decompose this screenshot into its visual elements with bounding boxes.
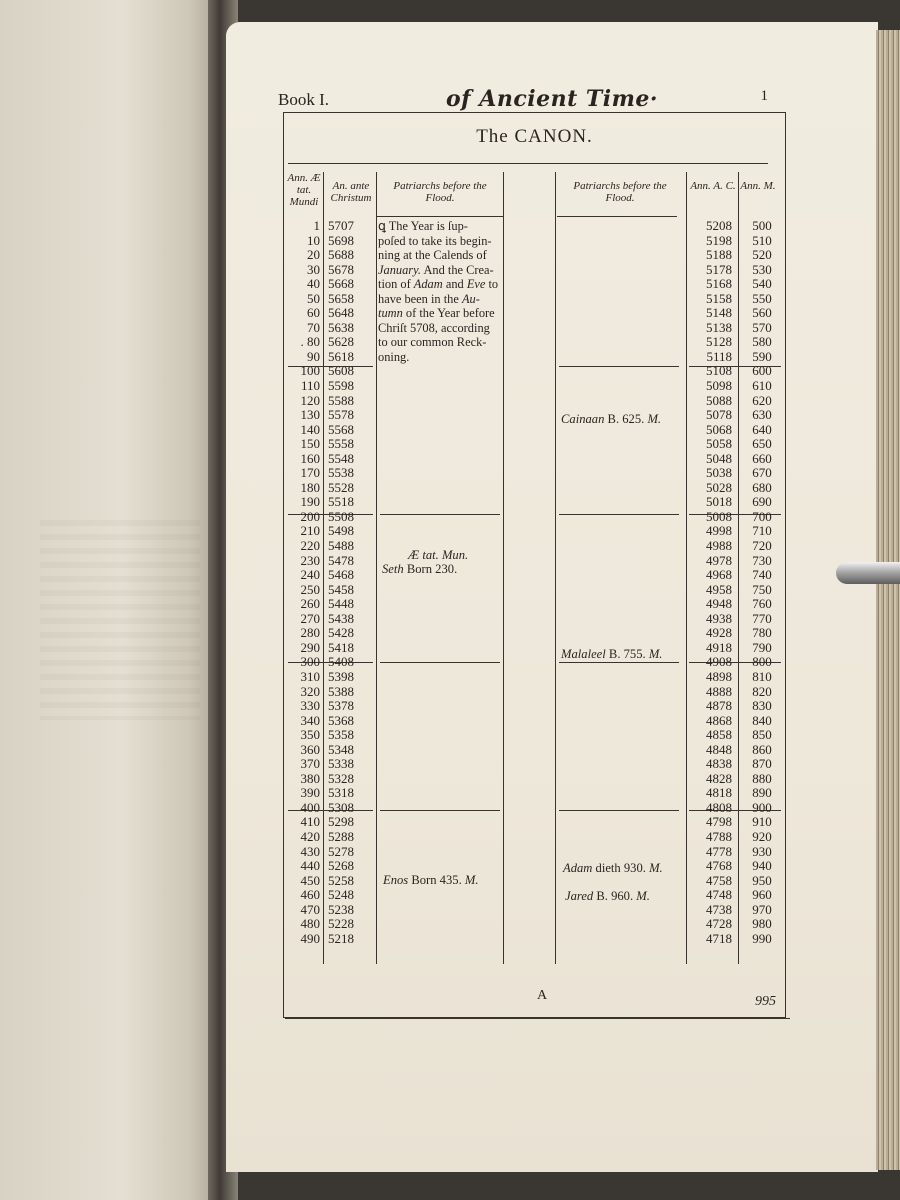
cell-aetat-mundi: 260 [300,596,320,612]
col-rule [738,172,739,964]
cell-ann-ac: 4828 [706,770,732,786]
cell-ann-m: 580 [752,334,772,350]
cell-aetat-mundi: 110 [300,378,320,394]
cell-ante-christum: 5388 [328,683,354,699]
cell-ann-ac: 5208 [706,218,732,233]
cell-ann-ac: 5198 [706,232,732,248]
cell-aetat-mundi: 250 [300,581,320,597]
cell-aetat-mundi: 440 [300,858,320,874]
col-rule [686,172,687,964]
show-through-print [40,520,200,720]
cell-aetat-mundi: 300 [300,654,320,670]
cell-ann-ac: 4998 [706,523,732,539]
note-line: to our common Reck- [378,335,487,349]
cell-ante-christum: 5548 [328,450,354,466]
metal-clip [836,562,900,584]
cell-ante-christum: 5228 [328,916,354,932]
cell-ante-christum: 5398 [328,668,354,684]
year-note [378,219,502,364]
group-rule [380,810,500,811]
cell-aetat-mundi: 400 [300,799,320,815]
cell-ann-ac: 4858 [706,727,732,743]
cell-ante-christum: 5488 [328,538,354,554]
cell-aetat-mundi: 30 [307,261,320,277]
cell-aetat-mundi: 390 [300,785,320,801]
note-line: tumn of the Year before [378,306,495,320]
cell-ann-m: 960 [752,887,772,903]
cell-ann-m: 530 [752,261,772,277]
cell-ante-christum: 5278 [328,843,354,859]
table-title: The CANON. [476,126,593,147]
cell-ann-ac: 4798 [706,814,732,830]
cell-ante-christum: 5608 [328,363,354,379]
cell-aetat-mundi: 210 [300,523,320,539]
header-patriarchs-right: Patriarchs before the Flood. [573,180,667,204]
cell-ann-ac: 4868 [706,712,732,728]
cell-ann-m: 950 [752,872,772,888]
cell-aetat-mundi: 450 [300,872,320,888]
cell-ann-ac: 4748 [706,887,732,903]
cell-ann-ac: 4958 [706,581,732,597]
cell-ante-christum: 5338 [328,756,354,772]
cell-ann-ac: 5028 [706,479,732,495]
header-ante-christum: An. ante Christum [330,180,372,204]
cell-ann-ac: 4718 [706,930,732,946]
book-label: Book I. [278,90,329,109]
cell-ann-m: 740 [752,567,772,583]
cell-ante-christum: 5438 [328,610,354,626]
cell-ante-christum: 5358 [328,727,354,743]
cell-ante-christum: 5558 [328,436,354,452]
cell-aetat-mundi: 40 [307,276,320,292]
col-rule [323,172,324,964]
cell-ante-christum: 5448 [328,596,354,612]
note-line: ꝗ The Year is ſup- [378,219,468,233]
cell-ann-ac: 5018 [706,494,732,510]
cell-ann-ac: 4728 [706,916,732,932]
cell-ann-ac: 5008 [706,508,732,524]
running-title: of Ancient Time· [446,86,659,112]
header-rule [557,216,677,217]
cell-ann-ac: 5178 [706,261,732,277]
cell-ann-m: 720 [752,538,772,554]
cell-ann-ac: 4978 [706,552,732,568]
cell-ann-m: 840 [752,712,772,728]
cell-ante-christum: 5688 [328,247,354,263]
signature-mark: A [537,988,548,1003]
cell-ante-christum: 5428 [328,625,354,641]
cell-ann-ac: 4938 [706,610,732,626]
cell-ante-christum: 5348 [328,741,354,757]
cell-ante-christum: 5268 [328,858,354,874]
cell-aetat-mundi: 490 [300,930,320,946]
cell-aetat-mundi: 290 [300,639,320,655]
cell-aetat-mundi: 10 [307,232,320,248]
cell-ann-m: 970 [752,901,772,917]
title-rule [288,163,768,164]
cell-ann-ac: 5158 [706,290,732,306]
cell-ann-ac: 4818 [706,785,732,801]
cell-ann-m: 600 [752,363,772,379]
cell-ann-m: 620 [752,392,772,408]
cell-ante-christum: 5528 [328,479,354,495]
cell-aetat-mundi: 60 [307,305,320,321]
cell-aetat-mundi: 20 [307,247,320,263]
cell-ante-christum: 5668 [328,276,354,292]
cell-ann-ac: 4758 [706,872,732,888]
cell-ante-christum: 5658 [328,290,354,306]
cell-aetat-mundi: 460 [300,887,320,903]
bottom-rule [285,1018,790,1019]
cell-aetat-mundi: 470 [300,901,320,917]
header-patriarchs-left: Patriarchs before the Flood. [393,180,487,204]
cell-ann-ac: 5058 [706,436,732,452]
note-line: Chriſt 5708, according [378,320,490,335]
cell-ann-m: 710 [752,523,772,539]
cell-ann-m: 890 [752,785,772,801]
cell-ann-ac: 4768 [706,858,732,874]
cell-ann-m: 690 [752,494,772,510]
cell-aetat-mundi: 410 [300,814,320,830]
cell-ann-ac: 5088 [706,392,732,408]
cell-ann-m: 680 [752,479,772,495]
cell-ante-christum: 5498 [328,523,354,539]
cell-ante-christum: 5308 [328,799,354,815]
running-head [278,88,768,114]
cell-aetat-mundi: 420 [300,828,320,844]
cell-aetat-mundi: 200 [300,508,320,524]
event-adam: Adam dieth 930. M. [563,861,663,875]
event-seth: Seth Born 230. [382,562,458,576]
column-aetat-mundi [284,219,320,946]
cell-ante-christum: 5298 [328,814,354,830]
cell-ann-m: 830 [752,698,772,714]
header-rule [376,216,503,217]
cell-aetat-mundi: 340 [300,712,320,728]
group-rule [380,662,500,663]
cell-ann-m: 510 [752,232,772,248]
cell-ante-christum: 5248 [328,887,354,903]
cell-ann-ac: 4928 [706,625,732,641]
page-edges [876,30,900,1170]
cell-ann-ac: 4788 [706,828,732,844]
cell-aetat-mundi: 140 [300,421,320,437]
cell-aetat-mundi: 350 [300,727,320,743]
cell-ann-m: 590 [752,348,772,364]
cell-aetat-mundi: 330 [300,698,320,714]
cell-ann-m: 770 [752,610,772,626]
cell-aetat-mundi: . 80 [300,334,320,350]
cell-ann-ac: 4908 [706,654,732,670]
cell-ann-m: 660 [752,450,772,466]
event-jared: Jared B. 960. M. [565,889,650,903]
cell-aetat-mundi: 100 [300,363,320,379]
cell-aetat-mundi: 280 [300,625,320,641]
cell-ann-ac: 5128 [706,334,732,350]
cell-aetat-mundi: 1 [313,218,320,233]
cell-ante-christum: 5638 [328,319,354,335]
note-line: ning at the Calends of [378,248,487,262]
cell-ann-ac: 4838 [706,756,732,772]
group-rule [559,514,679,515]
cell-aetat-mundi: 50 [307,290,320,306]
left-page [0,0,222,1200]
column-ann-ac [690,219,732,946]
group-rule [559,662,679,663]
cell-ante-christum: 5458 [328,581,354,597]
cell-aetat-mundi: 190 [300,494,320,510]
cell-aetat-mundi: 150 [300,436,320,452]
cell-ann-ac: 5138 [706,319,732,335]
cell-ann-m: 900 [752,799,772,815]
header-ann-m: Ann. M. [740,180,776,192]
cell-ann-m: 640 [752,421,772,437]
cell-ante-christum: 5598 [328,378,354,394]
cell-aetat-mundi: 160 [300,450,320,466]
column-ante-christum [328,219,374,946]
cell-ann-ac: 4988 [706,538,732,554]
group-rule [380,514,500,515]
cell-ann-ac: 5148 [706,305,732,321]
cell-aetat-mundi: 370 [300,756,320,772]
cell-ante-christum: 5318 [328,785,354,801]
cell-ann-ac: 4968 [706,567,732,583]
cell-ann-m: 990 [752,930,772,946]
cell-ann-m: 920 [752,828,772,844]
cell-ann-m: 820 [752,683,772,699]
header-ann-ac: Ann. A. C. [690,180,736,192]
cell-ante-christum: 5578 [328,407,354,423]
cell-aetat-mundi: 230 [300,552,320,568]
cell-ann-m: 790 [752,639,772,655]
cell-ann-m: 540 [752,276,772,292]
cell-ann-m: 520 [752,247,772,263]
cell-aetat-mundi: 90 [307,348,320,364]
cell-ante-christum: 5707 [328,218,354,233]
cell-aetat-mundi: 310 [300,668,320,684]
cell-aetat-mundi: 270 [300,610,320,626]
cell-ann-ac: 4898 [706,668,732,684]
cell-ann-m: 980 [752,916,772,932]
event-aetat-mun: Æ tat. Mun. [408,548,469,562]
cell-ann-ac: 4888 [706,683,732,699]
cell-ante-christum: 5368 [328,712,354,728]
page-number: 1 [760,88,768,104]
cell-ante-christum: 5518 [328,494,354,510]
cell-ann-ac: 4808 [706,799,732,815]
cell-aetat-mundi: 120 [300,392,320,408]
cell-ann-m: 650 [752,436,772,452]
cell-aetat-mundi: 430 [300,843,320,859]
cell-ann-ac: 4948 [706,596,732,612]
col-rule [503,172,504,964]
cell-aetat-mundi: 320 [300,683,320,699]
cell-ann-m: 810 [752,668,772,684]
cell-ante-christum: 5418 [328,639,354,655]
header-aetat-mundi: Ann. Æ tat. Mundi [287,172,321,208]
cell-ann-m: 850 [752,727,772,743]
note-line: January. And the Crea- [378,262,494,277]
event-enos: Enos Born 435. M. [383,873,479,887]
cell-ante-christum: 5328 [328,770,354,786]
cell-ante-christum: 5698 [328,232,354,248]
cell-ante-christum: 5648 [328,305,354,321]
group-rule [559,810,679,811]
cell-ann-m: 800 [752,654,772,670]
cell-ann-m: 610 [752,378,772,394]
event-cainaan: Cainaan B. 625. M. [561,412,662,426]
cell-ann-ac: 4778 [706,843,732,859]
cell-ann-ac: 5078 [706,407,732,423]
note-line: poſed to take its begin- [378,233,492,248]
note-line: oning. [378,349,410,364]
cell-aetat-mundi: 240 [300,567,320,583]
cell-ann-ac: 5188 [706,247,732,263]
cell-aetat-mundi: 70 [307,319,320,335]
cell-aetat-mundi: 380 [300,770,320,786]
group-rule [559,366,679,367]
column-ann-m [742,219,782,946]
col-rule [376,172,377,964]
cell-ante-christum: 5378 [328,698,354,714]
cell-ann-m: 730 [752,552,772,568]
cell-ann-m: 500 [752,218,772,233]
cell-ann-ac: 5098 [706,378,732,394]
cell-ann-ac: 4878 [706,698,732,714]
cell-ante-christum: 5588 [328,392,354,408]
cell-ann-m: 910 [752,814,772,830]
cell-ann-ac: 5118 [706,348,732,364]
cell-aetat-mundi: 130 [300,407,320,423]
event-malaleel: Malaleel B. 755. M. [561,647,663,661]
cell-ann-ac: 5038 [706,465,732,481]
cell-ante-christum: 5678 [328,261,354,277]
cell-aetat-mundi: 170 [300,465,320,481]
cell-ante-christum: 5468 [328,567,354,583]
cell-ante-christum: 5508 [328,508,354,524]
cell-ante-christum: 5568 [328,421,354,437]
cell-ante-christum: 5218 [328,930,354,946]
cell-ann-ac: 5068 [706,421,732,437]
cell-ann-ac: 4738 [706,901,732,917]
cell-ann-m: 630 [752,407,772,423]
cell-ann-m: 760 [752,596,772,612]
cell-ann-m: 700 [752,508,772,524]
cell-ante-christum: 5618 [328,348,354,364]
cell-ann-m: 560 [752,305,772,321]
note-line: tion of Adam and Eve to [378,277,499,291]
footer-number: 995 [755,994,776,1009]
cell-ann-m: 570 [752,319,772,335]
note-line: have been in the Au- [378,291,480,306]
cell-ante-christum: 5478 [328,552,354,568]
cell-ann-m: 940 [752,858,772,874]
cell-ante-christum: 5408 [328,654,354,670]
cell-aetat-mundi: 180 [300,479,320,495]
cell-aetat-mundi: 480 [300,916,320,932]
cell-ante-christum: 5628 [328,334,354,350]
col-rule [555,172,556,964]
cell-ann-m: 880 [752,770,772,786]
cell-ann-ac: 5168 [706,276,732,292]
cell-ann-m: 780 [752,625,772,641]
cell-ante-christum: 5258 [328,872,354,888]
cell-ann-m: 550 [752,290,772,306]
cell-aetat-mundi: 360 [300,741,320,757]
cell-aetat-mundi: 220 [300,538,320,554]
cell-ann-m: 670 [752,465,772,481]
cell-ann-m: 870 [752,756,772,772]
cell-ante-christum: 5238 [328,901,354,917]
cell-ante-christum: 5288 [328,828,354,844]
cell-ann-ac: 5108 [706,363,732,379]
cell-ante-christum: 5538 [328,465,354,481]
cell-ann-ac: 4848 [706,741,732,757]
cell-ann-ac: 5048 [706,450,732,466]
cell-ann-ac: 4918 [706,639,732,655]
cell-ann-m: 750 [752,581,772,597]
cell-ann-m: 930 [752,843,772,859]
cell-ann-m: 860 [752,741,772,757]
